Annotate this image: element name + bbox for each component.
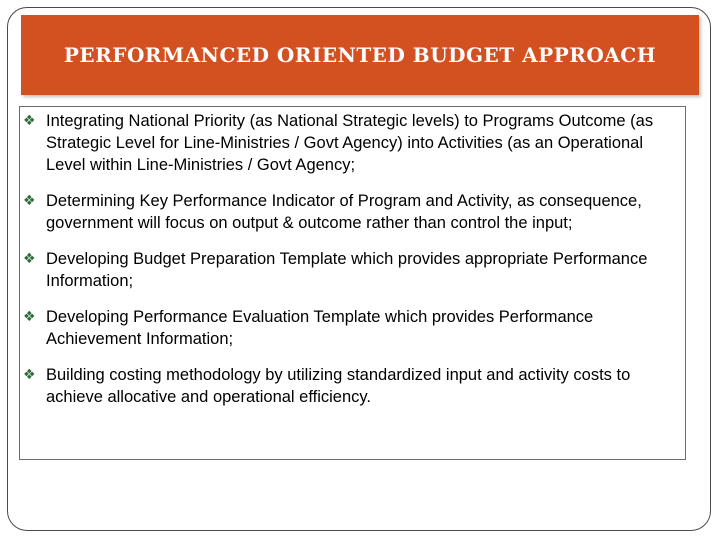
bullet-item: [23, 364, 678, 408]
slide-title: PERFORMANCED ORIENTED BUDGET APPROACH: [63, 43, 657, 67]
diamond-bullet-icon: ❖: [23, 367, 36, 383]
bullet-item: [23, 190, 678, 234]
diamond-bullet-icon: ❖: [23, 113, 36, 129]
bullet-item: [23, 110, 678, 176]
diamond-bullet-icon: ❖: [23, 309, 36, 325]
bullet-item: [23, 248, 678, 292]
bullet-item: [23, 306, 678, 350]
bullet-text: Building costing methodology by utilizing standardized input and activity costs to achieve allocative and operational efficiency.: [46, 366, 631, 406]
bullet-text: Integrating National Priority (as National Strategic levels) to Programs Outcome (as Strategic Level for Line-Ministries / Govt Agency) into Activities (as an Operational Level within Line-Ministries / Govt Agency;: [46, 112, 654, 174]
bullet-text: Developing Performance Evaluation Template which provides Performance Achievement Information;: [46, 308, 594, 348]
title-bar: [21, 15, 699, 95]
bullet-text: Developing Budget Preparation Template which provides appropriate Performance Information;: [46, 250, 648, 290]
diamond-bullet-icon: ❖: [23, 193, 36, 209]
diamond-bullet-icon: ❖: [23, 251, 36, 267]
bullet-list: [23, 110, 678, 422]
bullet-text: Determining Key Performance Indicator of Program and Activity, as consequence, government will focus on output & outcome rather than control the input;: [46, 192, 642, 232]
